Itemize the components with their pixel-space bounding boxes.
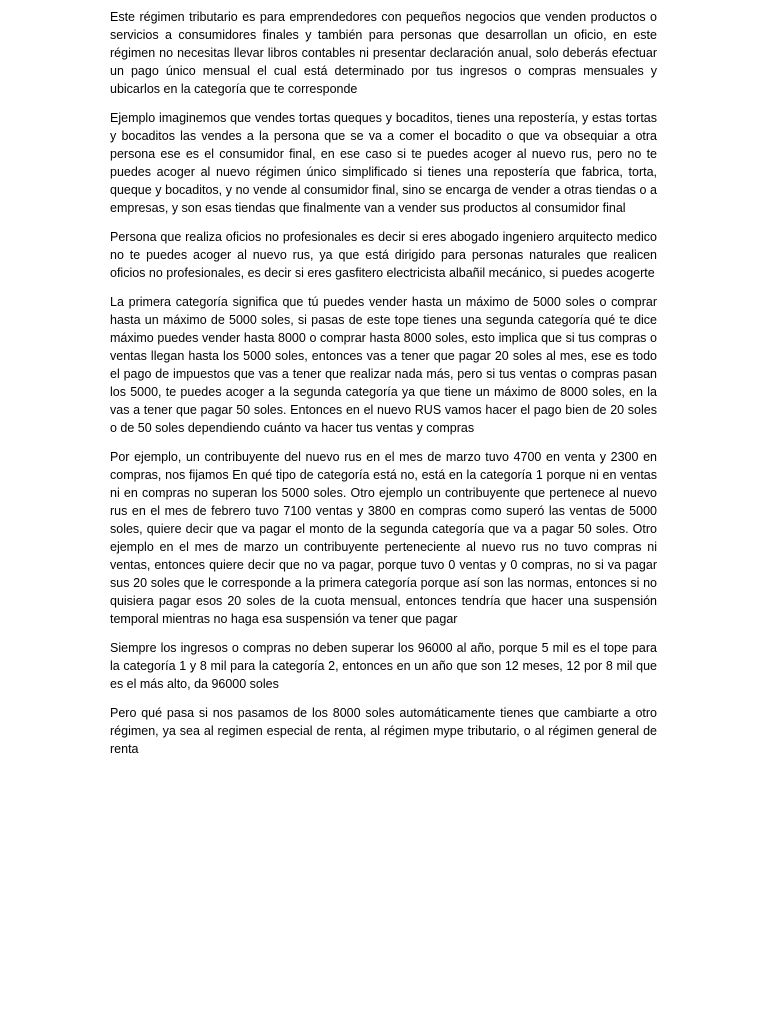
document-body: [110, 8, 657, 769]
paragraph-regimen-description: Este régimen tributario es para emprendedores con pequeños negocios que venden productos o servicios a consumidores finales y también para personas que desarrollan un oficio, en este régimen no necesitas llevar libros contables ni presentar declaración anual, solo deberás efectuar un pago único mensual el cual está determinado por tus ingresos o compras mensuales y ubicarlos en la categoría que te corresponde: [110, 10, 657, 96]
paragraph-oficios-no-profesionales: Persona que realiza oficios no profesionales es decir si eres abogado ingeniero arquitecto medico no te puedes acoger al nuevo rus, ya que está dirigido para personas naturales que realicen oficios no profesionales, es decir si eres gasfitero electricista albañil mecánico, si puedes acogerte: [110, 230, 657, 280]
paragraph-contribuyente-examples: Por ejemplo, un contribuyente del nuevo rus en el mes de marzo tuvo 4700 en venta y 2300 en compras, nos fijamos En qué tipo de categoría está no, está en la categoría 1 porque ni en ventas ni en compras no superan los 5000 soles. Otro ejemplo un contribuyente que pertenece al nuevo rus en el mes de febrero tuvo 7100 ventas y 3800 en compras como superó las ventas de 5000 soles, quiere decir que va pagar el monto de la segunda categoría que va a pagar 50 soles. Otro ejemplo en el mes de marzo un contribuyente perteneciente al nuevo rus no tuvo compras ni ventas, entonces quiere decir que no va pagar, porque tuvo 0 ventas y 0 compras, no si va pagar sus 20 soles que le corresponde a la primera categoría porque así son las normas, entonces si no quisiera pagar esos 20 soles de la cuota mensual, entonces tendría que hacer una suspensión temporal mientras no haga esa suspensión va tener que pagar: [110, 450, 657, 626]
paragraph-reposteria-example: Ejemplo imaginemos que vendes tortas queques y bocaditos, tienes una repostería, y estas tortas y bocaditos las vendes a la persona que se va a comer el bocadito o que va obsequiar a otra persona ese es el consumidor final, en ese caso si te puedes acoger al nuevo rus, pero no te puedes acoger al nuevo régimen único simplificado si tienes una repostería que fabrica, torta, queque y bocaditos, y no vende al consumidor final, sino se encarga de vender a otras tiendas o a empresas, y son esas tiendas que finalmente van a vender sus productos al consumidor final: [110, 111, 657, 215]
paragraph-categorias: La primera categoría significa que tú puedes vender hasta un máximo de 5000 soles o comprar hasta un máximo de 5000 soles, si pasas de este tope tienes una segunda categoría qué te dice máximo puedes vender hasta 8000 o comprar hasta 8000 soles, esto implica que si tus compras o ventas llegan hasta los 5000 soles, entonces vas a tener que pagar 20 soles al mes, ese es todo el pago de impuestos que vas a tener que realizar nada más, pero si tus ventas o compras pasan los 5000, te puedes acoger a la segunda categoría ya que tiene un máximo de 8000 soles, en la vas a tener que pagar 50 soles. Entonces en el nuevo RUS vamos hacer el pago bien de 20 soles o de 50 soles dependiendo cuánto va hacer tus ventas y compras: [110, 295, 657, 435]
paragraph-cambio-regimen: Pero qué pasa si nos pasamos de los 8000 soles automáticamente tienes que cambiarte a otro régimen, ya sea al regimen especial de renta, al régimen mype tributario, o al régimen general de renta: [110, 706, 657, 756]
paragraph-tope-anual: Siempre los ingresos o compras no deben superar los 96000 al año, porque 5 mil es el tope para la categoría 1 y 8 mil para la categoría 2, entonces en un año que son 12 meses, 12 por 8 mil que es el más alto, da 96000 soles: [110, 641, 657, 691]
